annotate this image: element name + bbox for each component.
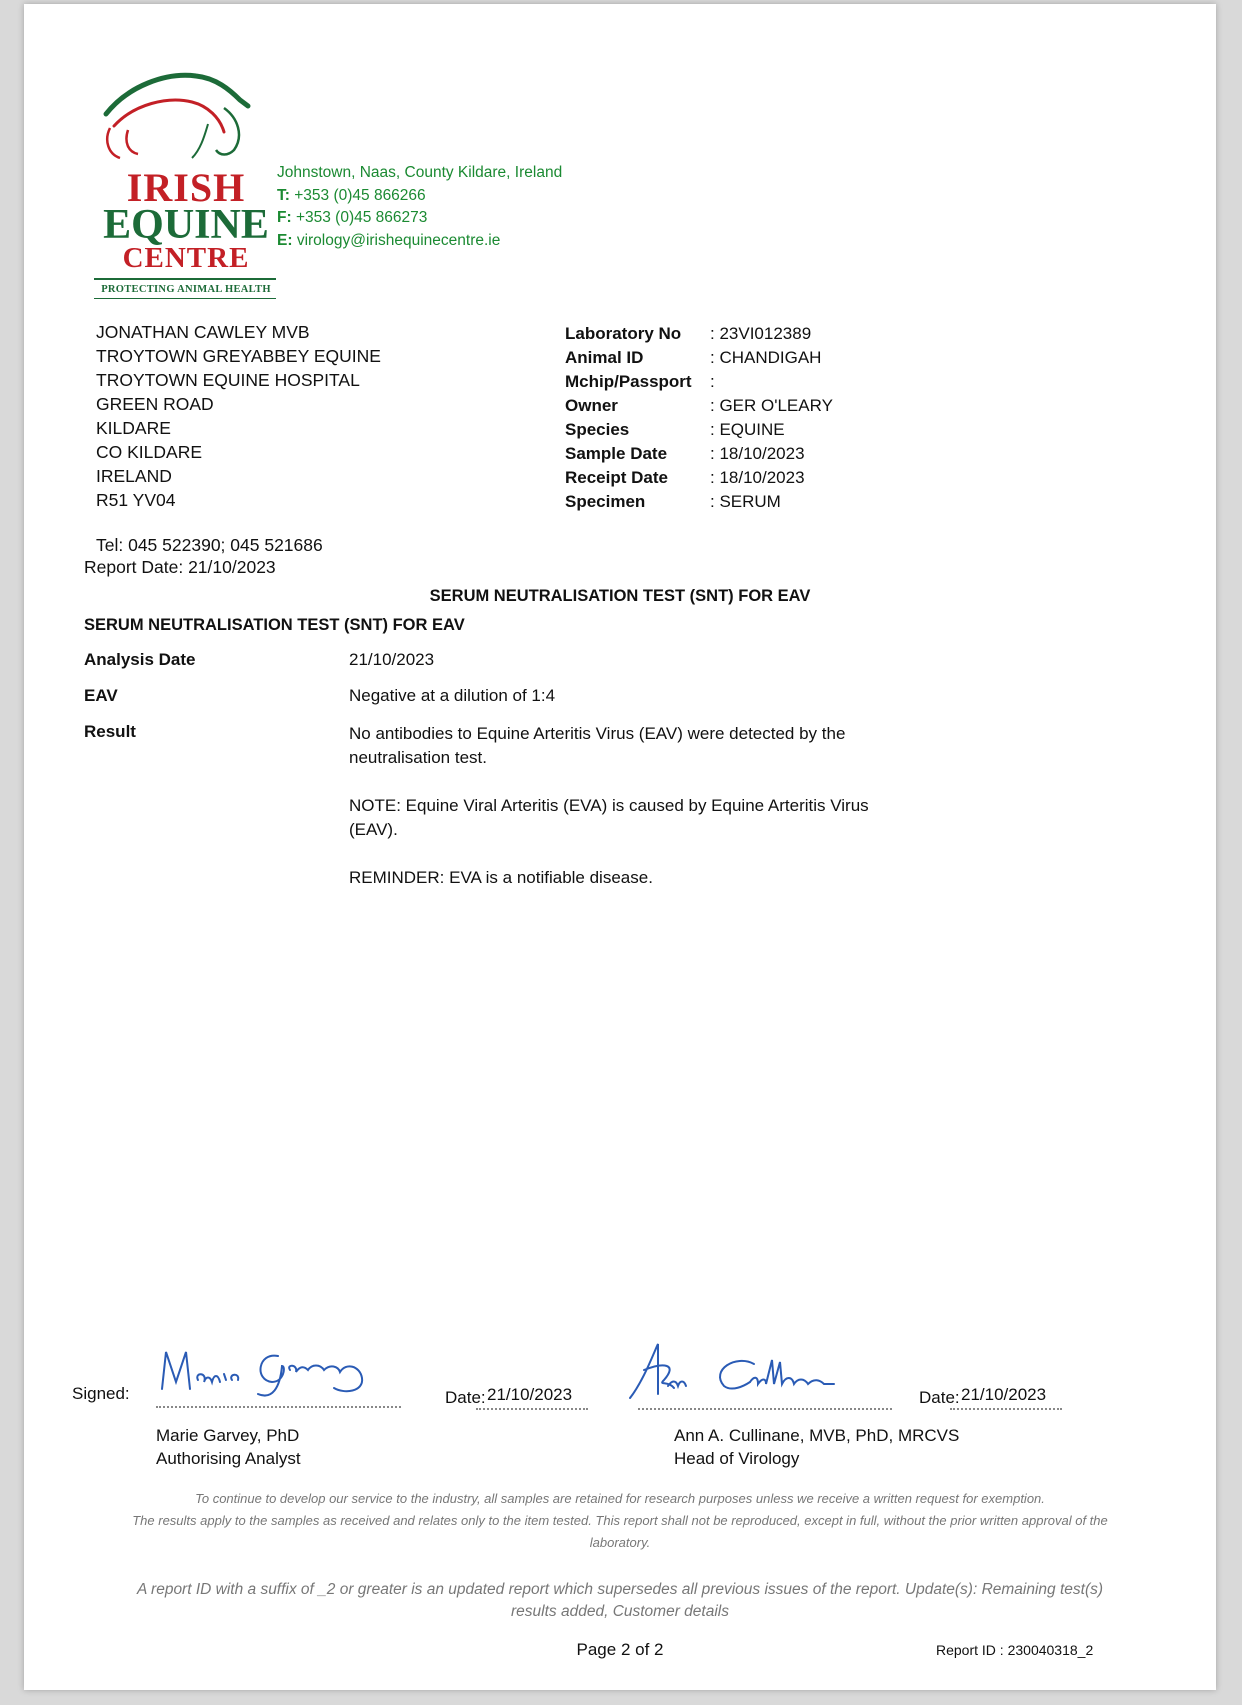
logo-word-centre: CENTRE bbox=[122, 242, 250, 274]
address-line: GREEN ROAD bbox=[96, 394, 214, 414]
address-line: TROYTOWN EQUINE HOSPITAL bbox=[96, 370, 360, 390]
tel-label: T: bbox=[277, 186, 290, 204]
recipient-tel: Tel: 045 522390; 045 521686 bbox=[96, 535, 323, 555]
lab-address: Johnstown, Naas, County Kildare, Ireland bbox=[277, 164, 563, 181]
disclaimer bbox=[124, 1488, 1116, 1554]
meta-key: Species bbox=[565, 420, 630, 439]
meta-key: Animal ID bbox=[565, 348, 644, 367]
result-text: No antibodies to Equine Arteritis Virus (EAV) were detected by the neutralisation test. bbox=[349, 724, 846, 767]
sign-date-right: 21/10/2023 bbox=[961, 1385, 1047, 1404]
meta-row-sample-date bbox=[565, 442, 833, 466]
disclaimer-retention: To continue to develop our service to the industry, all samples are retained for research purposes unless we receive a written request for exemption. bbox=[195, 1491, 1045, 1506]
logo-wordmark bbox=[88, 165, 284, 274]
analysis-date-value: 21/10/2023 bbox=[349, 650, 435, 669]
report-id: Report ID : 230040318_2 bbox=[936, 1642, 1094, 1658]
signatory-right-role: Head of Virology bbox=[674, 1449, 800, 1468]
address-line: TROYTOWN GREYABBEY EQUINE bbox=[96, 346, 381, 366]
meta-value: : bbox=[710, 372, 715, 391]
signatory-left-name: Marie Garvey, PhD bbox=[156, 1426, 300, 1445]
meta-row-mchip bbox=[565, 370, 833, 394]
address-line: KILDARE bbox=[96, 418, 171, 438]
report-date: Report Date: 21/10/2023 bbox=[84, 557, 276, 577]
meta-key: Laboratory No bbox=[565, 324, 682, 343]
result-label: Result bbox=[84, 722, 136, 741]
address-line: JONATHAN CAWLEY MVB bbox=[96, 322, 310, 342]
meta-value: : 18/10/2023 bbox=[710, 444, 805, 463]
meta-value: : GER O'LEARY bbox=[710, 396, 833, 415]
eav-label: EAV bbox=[84, 686, 118, 705]
meta-key: Mchip/Passport bbox=[565, 372, 692, 391]
meta-value: : 23VI012389 bbox=[710, 324, 812, 343]
test-title-heading: SERUM NEUTRALISATION TEST (SNT) FOR EAV bbox=[429, 587, 811, 605]
logo-word-equine: EQUINE bbox=[103, 202, 269, 248]
date-label-right: Date: bbox=[919, 1388, 960, 1407]
address-line: R51 YV04 bbox=[96, 490, 176, 510]
signed-label: Signed: bbox=[72, 1384, 130, 1403]
page-number: Page 2 of 2 bbox=[576, 1640, 664, 1659]
meta-row-receipt-date bbox=[565, 466, 833, 490]
meta-value: : 18/10/2023 bbox=[710, 468, 805, 487]
logo-word-irish: IRISH bbox=[126, 165, 246, 210]
meta-key: Sample Date bbox=[565, 444, 668, 463]
sign-date-left: 21/10/2023 bbox=[487, 1385, 573, 1404]
email-label: E: bbox=[277, 231, 293, 249]
lab-email[interactable]: virology@irishequinecentre.ie bbox=[296, 231, 501, 249]
signature-ann-cullinane bbox=[624, 1340, 864, 1404]
meta-row-owner bbox=[565, 394, 833, 418]
signature-marie-garvey bbox=[154, 1344, 404, 1404]
logo-divider bbox=[94, 278, 276, 280]
disclaimer-reproduction: The results apply to the samples as received and relates only to the item tested. This report shall not be reproduced, except in full, without the prior written approval of the laboratory. bbox=[132, 1513, 1108, 1550]
address-line: IRELAND bbox=[96, 466, 172, 486]
lab-contact bbox=[277, 162, 562, 252]
recipient-address bbox=[96, 320, 381, 512]
date-line-right bbox=[950, 1408, 1062, 1410]
signatory-left-role: Authorising Analyst bbox=[156, 1449, 301, 1468]
lab-phone: +353 (0)45 866266 bbox=[294, 186, 426, 204]
analysis-date-label: Analysis Date bbox=[84, 650, 196, 669]
address-line: CO KILDARE bbox=[96, 442, 202, 462]
eav-value: Negative at a dilution of 1:4 bbox=[349, 686, 556, 705]
meta-key: Specimen bbox=[565, 492, 646, 511]
date-label-left: Date: bbox=[445, 1388, 486, 1407]
meta-row-specimen bbox=[565, 490, 833, 514]
signatory-right-name: Ann A. Cullinane, MVB, PhD, MRCVS bbox=[674, 1426, 960, 1445]
signature-line-left bbox=[156, 1406, 401, 1408]
result-reminder: REMINDER: EVA is a notifiable disease. bbox=[349, 868, 653, 887]
meta-value: : CHANDIGAH bbox=[710, 348, 822, 367]
date-line-left bbox=[476, 1408, 588, 1410]
meta-key: Receipt Date bbox=[565, 468, 668, 487]
meta-row-lab-no bbox=[565, 322, 833, 346]
logo-divider-bottom bbox=[94, 298, 276, 299]
meta-row-species bbox=[565, 418, 833, 442]
meta-value: : EQUINE bbox=[710, 420, 785, 439]
meta-value: : SERUM bbox=[710, 492, 781, 511]
report-page bbox=[24, 4, 1216, 1690]
signatory-right bbox=[674, 1424, 959, 1470]
result-note: NOTE: Equine Viral Arteritis (EVA) is caused by Equine Arteritis Virus (EAV). bbox=[349, 796, 869, 839]
meta-key: Owner bbox=[565, 396, 618, 415]
lab-fax: +353 (0)45 866273 bbox=[295, 209, 428, 226]
sample-details bbox=[565, 322, 833, 514]
update-note: A report ID with a suffix of _2 or greater is an updated report which supersedes all previous issues of the report. Update(s): Remaining test(s) results added, Customer details bbox=[136, 1581, 1104, 1620]
fax-label: F: bbox=[277, 209, 292, 226]
meta-row-animal-id bbox=[565, 346, 833, 370]
signatory-left bbox=[156, 1424, 301, 1470]
test-section-title: SERUM NEUTRALISATION TEST (SNT) FOR EAV bbox=[84, 616, 465, 634]
signature-line-right bbox=[638, 1408, 892, 1410]
logo-tagline: PROTECTING ANIMAL HEALTH bbox=[101, 284, 271, 295]
